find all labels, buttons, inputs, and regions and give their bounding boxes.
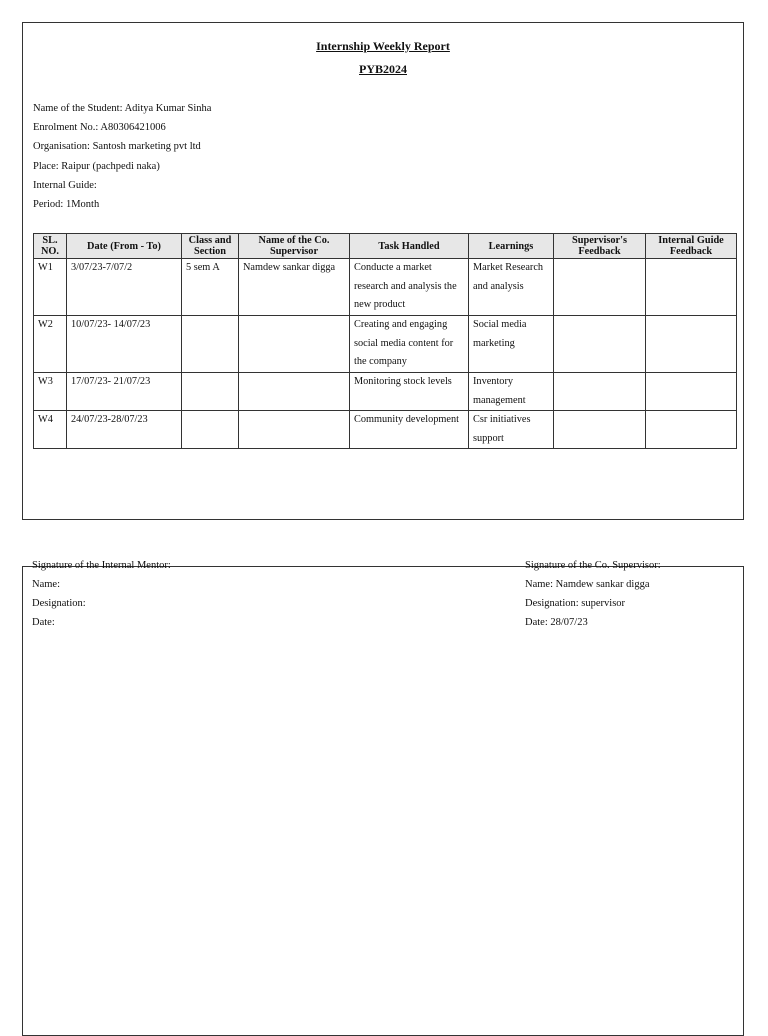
- table-row: [34, 259, 737, 316]
- cell-class: [182, 411, 239, 449]
- header-class-section: Class and Section: [182, 234, 239, 259]
- cell-class: [182, 316, 239, 373]
- period: Period: 1Month: [33, 199, 100, 211]
- table-row: [34, 373, 737, 411]
- student-name: Name of the Student: Aditya Kumar Sinha: [33, 103, 212, 114]
- cell-date: 24/07/23-28/07/23: [67, 411, 182, 449]
- supervisor-designation: Designation: supervisor: [525, 598, 626, 609]
- header-co-supervisor: Name of the Co. Supervisor: [239, 234, 350, 259]
- mentor-name: Name:: [32, 579, 60, 590]
- cell-supervisor: [239, 411, 350, 449]
- supervisor-signature-label: Signature of the Co. Supervisor:: [525, 560, 661, 571]
- cell-task: Conducte a market research and analysis the new product: [350, 259, 469, 316]
- cell-supervisor-feedback: [554, 316, 646, 373]
- supervisor-name: Name: Namdew sankar digga: [525, 579, 650, 590]
- cell-guide-feedback: [646, 373, 737, 411]
- table-row: [34, 316, 737, 373]
- weekly-report-table: [33, 233, 737, 449]
- report-title: Internship Weekly Report: [316, 39, 450, 53]
- header-guide-feedback: Internal Guide Feedback: [646, 234, 737, 259]
- cell-week: W1: [34, 259, 67, 316]
- cell-class: 5 sem A: [182, 259, 239, 316]
- cell-guide-feedback: [646, 259, 737, 316]
- mentor-date: Date:: [32, 617, 55, 628]
- co-supervisor-signature-block: [525, 556, 661, 632]
- organisation: Organisation: Santosh marketing pvt ltd: [33, 141, 201, 153]
- table-header-row: [34, 234, 737, 259]
- cell-guide-feedback: [646, 316, 737, 373]
- enrolment-number: Enrolment No.: A80306421006: [33, 122, 166, 134]
- cell-learning: Csr initiatives support: [469, 411, 554, 449]
- cell-supervisor: [239, 373, 350, 411]
- header-sl-no: SL. NO.: [34, 234, 67, 259]
- header-date: Date (From - To): [67, 234, 182, 259]
- cell-guide-feedback: [646, 411, 737, 449]
- header-task-handled: Task Handled: [350, 234, 469, 259]
- cell-supervisor-feedback: [554, 411, 646, 449]
- cell-task: Monitoring stock levels: [350, 373, 469, 411]
- cell-task: Community development: [350, 411, 469, 449]
- cell-date: 10/07/23- 14/07/23: [67, 316, 182, 373]
- student-info: [33, 99, 211, 214]
- report-code: PYB2024: [359, 62, 407, 76]
- table-row: [34, 411, 737, 449]
- cell-class: [182, 373, 239, 411]
- cell-week: W4: [34, 411, 67, 449]
- internal-mentor-signature-block: [32, 556, 171, 632]
- cell-week: W2: [34, 316, 67, 373]
- cell-date: 17/07/23- 21/07/23: [67, 373, 182, 411]
- mentor-signature-label: Signature of the Internal Mentor:: [32, 560, 171, 571]
- place: Place: Raipur (pachpedi naka): [33, 160, 160, 172]
- signature-page: [22, 566, 744, 1036]
- cell-supervisor: Namdew sankar digga: [239, 259, 350, 316]
- report-page: [22, 22, 744, 520]
- cell-date: 3/07/23-7/07/2: [67, 259, 182, 316]
- cell-supervisor-feedback: [554, 373, 646, 411]
- supervisor-date: Date: 28/07/23: [525, 617, 588, 628]
- header-learnings: Learnings: [469, 234, 554, 259]
- cell-task: Creating and engaging social media content for the company: [350, 316, 469, 373]
- cell-learning: Market Research and analysis: [469, 259, 554, 316]
- cell-supervisor: [239, 316, 350, 373]
- cell-week: W3: [34, 373, 67, 411]
- cell-learning: Inventory management: [469, 373, 554, 411]
- internal-guide: Internal Guide:: [33, 179, 97, 191]
- header-supervisor-feedback: Supervisor's Feedback: [554, 234, 646, 259]
- mentor-designation: Designation:: [32, 598, 86, 609]
- cell-supervisor-feedback: [554, 259, 646, 316]
- cell-learning: Social media marketing: [469, 316, 554, 373]
